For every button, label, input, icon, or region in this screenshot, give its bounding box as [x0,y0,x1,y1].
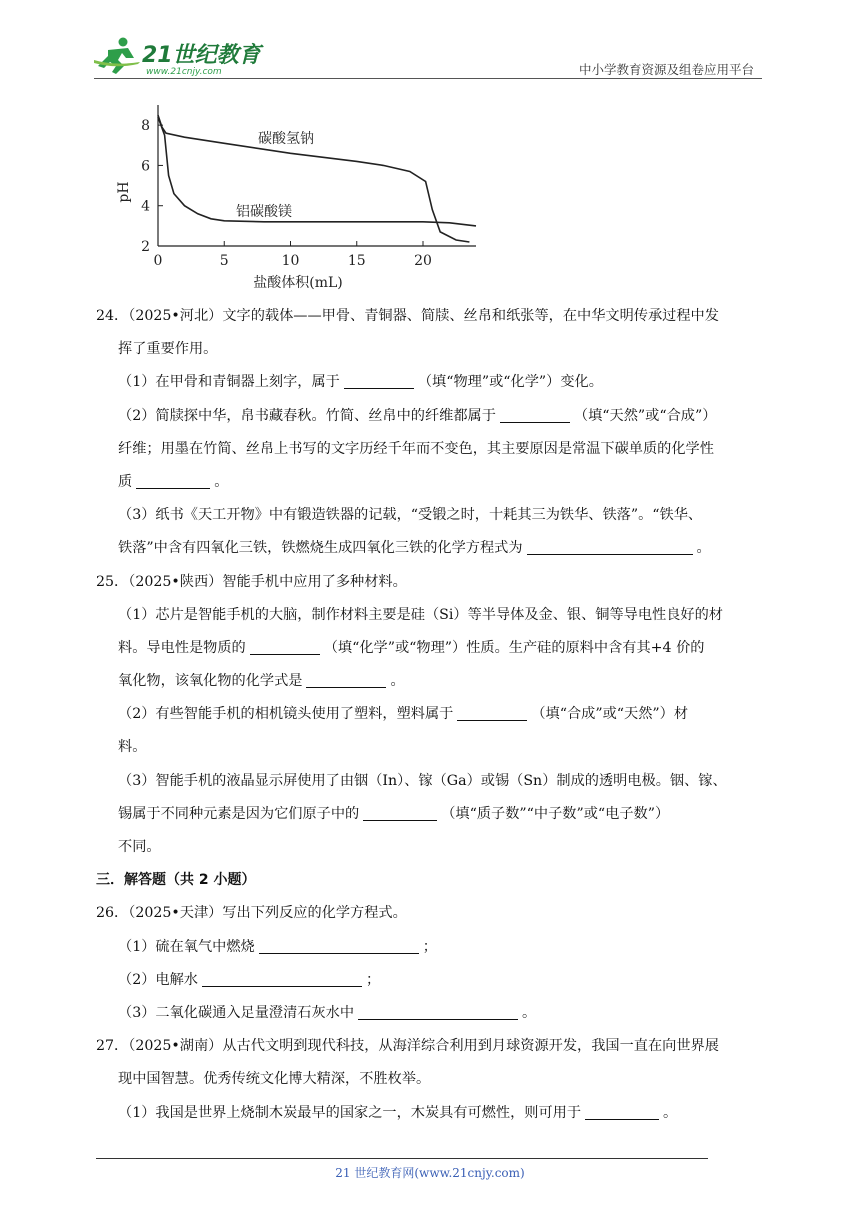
x-tick-label: 0 [153,253,163,269]
q25-part2-line2: 料。 [118,739,147,756]
y-tick-label: 2 [141,239,150,255]
logo-21cnjy [94,36,264,76]
q25-part1: （1）芯片是智能手机的大脑，制作材料主要是硅（Si）等半导体及金、银、铜等导电性良好的材 [118,606,723,623]
q24-part3-line2 [96,532,768,565]
answer-blank[interactable] [306,669,386,688]
q26-p2-text: （2）电解水 [118,971,198,988]
q25-p1-period: 。 [390,673,405,690]
q25-part1-line2 [96,632,768,665]
q24-p2-text-end: 质 [118,473,133,490]
q24-stem-line2: 挥了重要作用。 [118,341,218,358]
q25-p3-text: 锡属于不同种元素是因为它们原子中的 [118,805,360,822]
platform-name: 中小学教育资源及组卷应用平台 [578,62,754,77]
q26-p3-text: （3）二氧化碳通入足量澄清石灰水中 [118,1004,355,1021]
x-axis-label: 盐酸体积(mL) [253,275,343,291]
q26-p1-semicolon: ； [422,938,437,955]
answer-blank[interactable] [500,404,570,423]
y-axis-label: pH [116,181,132,203]
q24-p1-hint: （填“物理”或“化学”）变化。 [417,374,603,391]
x-tick-label: 20 [414,253,432,269]
series-line-hydrotalcite [158,117,476,226]
y-tick-label: 4 [141,198,150,215]
q24-part2-line3 [96,466,768,499]
q25-p1-text: 料。导电性是物质的 [118,639,246,656]
q27-p1-period: 。 [663,1104,678,1121]
x-tick-label: 5 [219,253,229,269]
ph-chart [108,100,488,295]
q25-part3-line3: 不同。 [118,839,161,855]
x-tick-label: 10 [281,253,300,269]
logo-text: 21世纪教育 [142,43,261,68]
q27-stem-line1: 27．（2025•湖南）从古代文明到现代科技，从海洋综合利用到月球资源开发，我国一直在向世界展 [96,1038,719,1055]
answer-blank[interactable] [527,536,693,555]
page-header [94,30,762,80]
footer-text: 21 世纪教育网(www.21cnjy.com) [335,1166,525,1180]
answer-blank[interactable] [250,636,320,655]
q24-p3-text: 铁落”中含有四氧化三铁，铁燃烧生成四氧化三铁的化学方程式为 [118,540,523,557]
q24-p2-hint: （填“天然”或“合成”） [573,407,717,424]
q27-part1 [96,1097,768,1130]
q26-part1 [96,931,768,964]
q26-stem: 26．（2025•天津）写出下列反应的化学方程式。 [96,905,407,922]
q24-p1-text: （1）在甲骨和青铜器上刻字，属于 [118,374,340,391]
answer-blank[interactable] [202,968,362,987]
answer-blank[interactable] [136,470,210,489]
answer-blank[interactable] [358,1001,518,1020]
q27-stem-line2: 现中国智慧。优秀传统文化博大精深，不胜枚举。 [118,1071,431,1088]
q24-p2-period: 。 [214,473,229,490]
q25-p2-text: （2）有些智能手机的相机镜头使用了塑料，塑料属于 [118,706,454,723]
question-content [96,300,768,1130]
x-tick-label: 15 [347,253,366,269]
q25-stem: 25．（2025•陕西）智能手机中应用了多种材料。 [96,573,407,590]
q24-part1 [96,366,768,399]
q25-p2-hint: （填“合成”或“天然”）材 [531,706,689,723]
q24-p3-period: 。 [696,540,711,557]
q27-p1-text: （1）我国是世界上烧制木炭最早的国家之一，木炭具有可燃性，则可用于 [118,1104,582,1121]
q25-p1-text2: 氧化物，该氧化物的化学式是 [118,673,303,690]
answer-blank[interactable] [344,370,414,389]
q25-part3-line2 [96,798,768,831]
logo-url: www.21cnjy.com [146,67,222,76]
q24-part3: （3）纸书《天工开物》中有锻造铁器的记载，“受锻之时，十耗其三为铁华、铁落”。“铁华、 [118,507,703,524]
series-label-hydrotalcite: 铝碳酸镁 [236,204,292,220]
q26-p1-text: （1）硫在氧气中燃烧 [118,938,255,955]
answer-blank[interactable] [585,1101,659,1120]
section-heading: 三．解答题（共 2 小题） [96,872,256,889]
footer-divider [96,1158,708,1159]
q24-stem-line1: 24．（2025•河北）文字的载体——甲骨、青铜器、简牍、丝帛和纸张等，在中华文明传承过程中发 [96,308,719,324]
q25-p3-hint: （填“质子数”“中子数”或“电子数”） [441,805,670,822]
answer-blank[interactable] [457,702,527,721]
answer-blank[interactable] [259,935,419,954]
header-divider [94,78,762,79]
q26-p3-period: 。 [522,1004,537,1021]
q24-part2 [96,400,768,433]
series-label-sodium-bicarbonate: 碳酸氢钠 [258,131,314,147]
q24-part2-line2: 纤维；用墨在竹简、丝帛上书写的文字历经千年而不变色，其主要原因是常温下碳单质的化学性 [118,440,714,457]
q26-part2 [96,964,768,997]
q25-part2 [96,698,768,731]
q25-part1-line3 [96,665,768,698]
y-tick-label: 6 [141,158,150,175]
q25-part3: （3）智能手机的液晶显示屏使用了由铟（In）、镓（Ga）或锡（Sn）制成的透明电极。铟、镓、 [118,772,727,789]
q26-p2-semicolon: ； [365,971,381,988]
q25-p1-hint: （填“化学”或“物理”）性质。生产硅的原料中含有其+4 价的 [323,639,705,656]
q24-p2-text: （2）简牍探中华，帛书藏春秋。竹简、丝帛中的纤维都属于 [118,407,496,424]
answer-blank[interactable] [363,802,437,821]
q26-part3 [96,997,768,1030]
y-tick-label: 8 [141,118,150,135]
